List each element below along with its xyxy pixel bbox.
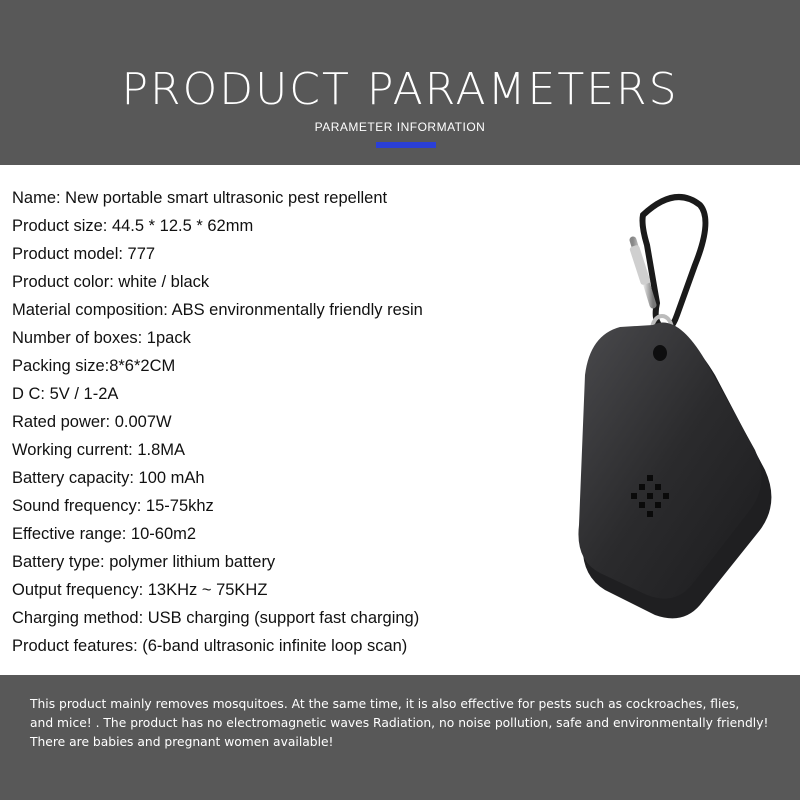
param-name: Name: New portable smart ultrasonic pest repellent <box>12 189 388 207</box>
param-sound-frequency: Sound frequency: 15-75khz <box>12 497 214 515</box>
pest-repeller-device-icon <box>565 185 780 630</box>
param-charging-method: Charging method: USB charging (support fast charging) <box>12 609 420 627</box>
footer-banner <box>0 675 800 800</box>
param-battery-type: Battery type: polymer lithium battery <box>12 553 276 571</box>
page-title: PRODUCT PARAMETERS <box>121 64 679 115</box>
page-subtitle: PARAMETER INFORMATION <box>314 120 486 134</box>
param-rated-power: Rated power: 0.007W <box>12 413 172 431</box>
param-product-size: Product size: 44.5 * 12.5 * 62mm <box>12 217 254 235</box>
param-output-frequency: Output frequency: 13KHz ~ 75KHZ <box>12 581 268 599</box>
param-number-of-boxes: Number of boxes: 1pack <box>12 329 191 347</box>
footer-line: and mice! . The product has no electromagnetic waves Radiation, no noise pollution, safe and environmentally friendly! <box>30 716 769 730</box>
footer-description <box>30 695 800 752</box>
param-material: Material composition: ABS environmentally friendly resin <box>12 301 423 319</box>
param-product-model: Product model: 777 <box>12 245 156 263</box>
footer-line: This product mainly removes mosquitoes. At the same time, it is also effective for pests such as cockroaches, flies, <box>30 697 740 711</box>
param-product-color: Product color: white / black <box>12 273 210 291</box>
footer-line: There are babies and pregnant women available! <box>30 735 334 749</box>
param-battery-capacity: Battery capacity: 100 mAh <box>12 469 205 487</box>
param-dc: D C: 5V / 1-2A <box>12 385 119 403</box>
param-working-current: Working current: 1.8MA <box>12 441 186 459</box>
param-packing-size: Packing size:8*6*2CM <box>12 357 176 375</box>
accent-bar <box>376 142 436 148</box>
parameter-list <box>12 184 423 660</box>
carabiner-icon <box>629 197 705 329</box>
param-product-features: Product features: (6-band ultrasonic infinite loop scan) <box>12 637 408 655</box>
header-banner <box>0 0 800 165</box>
param-effective-range: Effective range: 10-60m2 <box>12 525 197 543</box>
